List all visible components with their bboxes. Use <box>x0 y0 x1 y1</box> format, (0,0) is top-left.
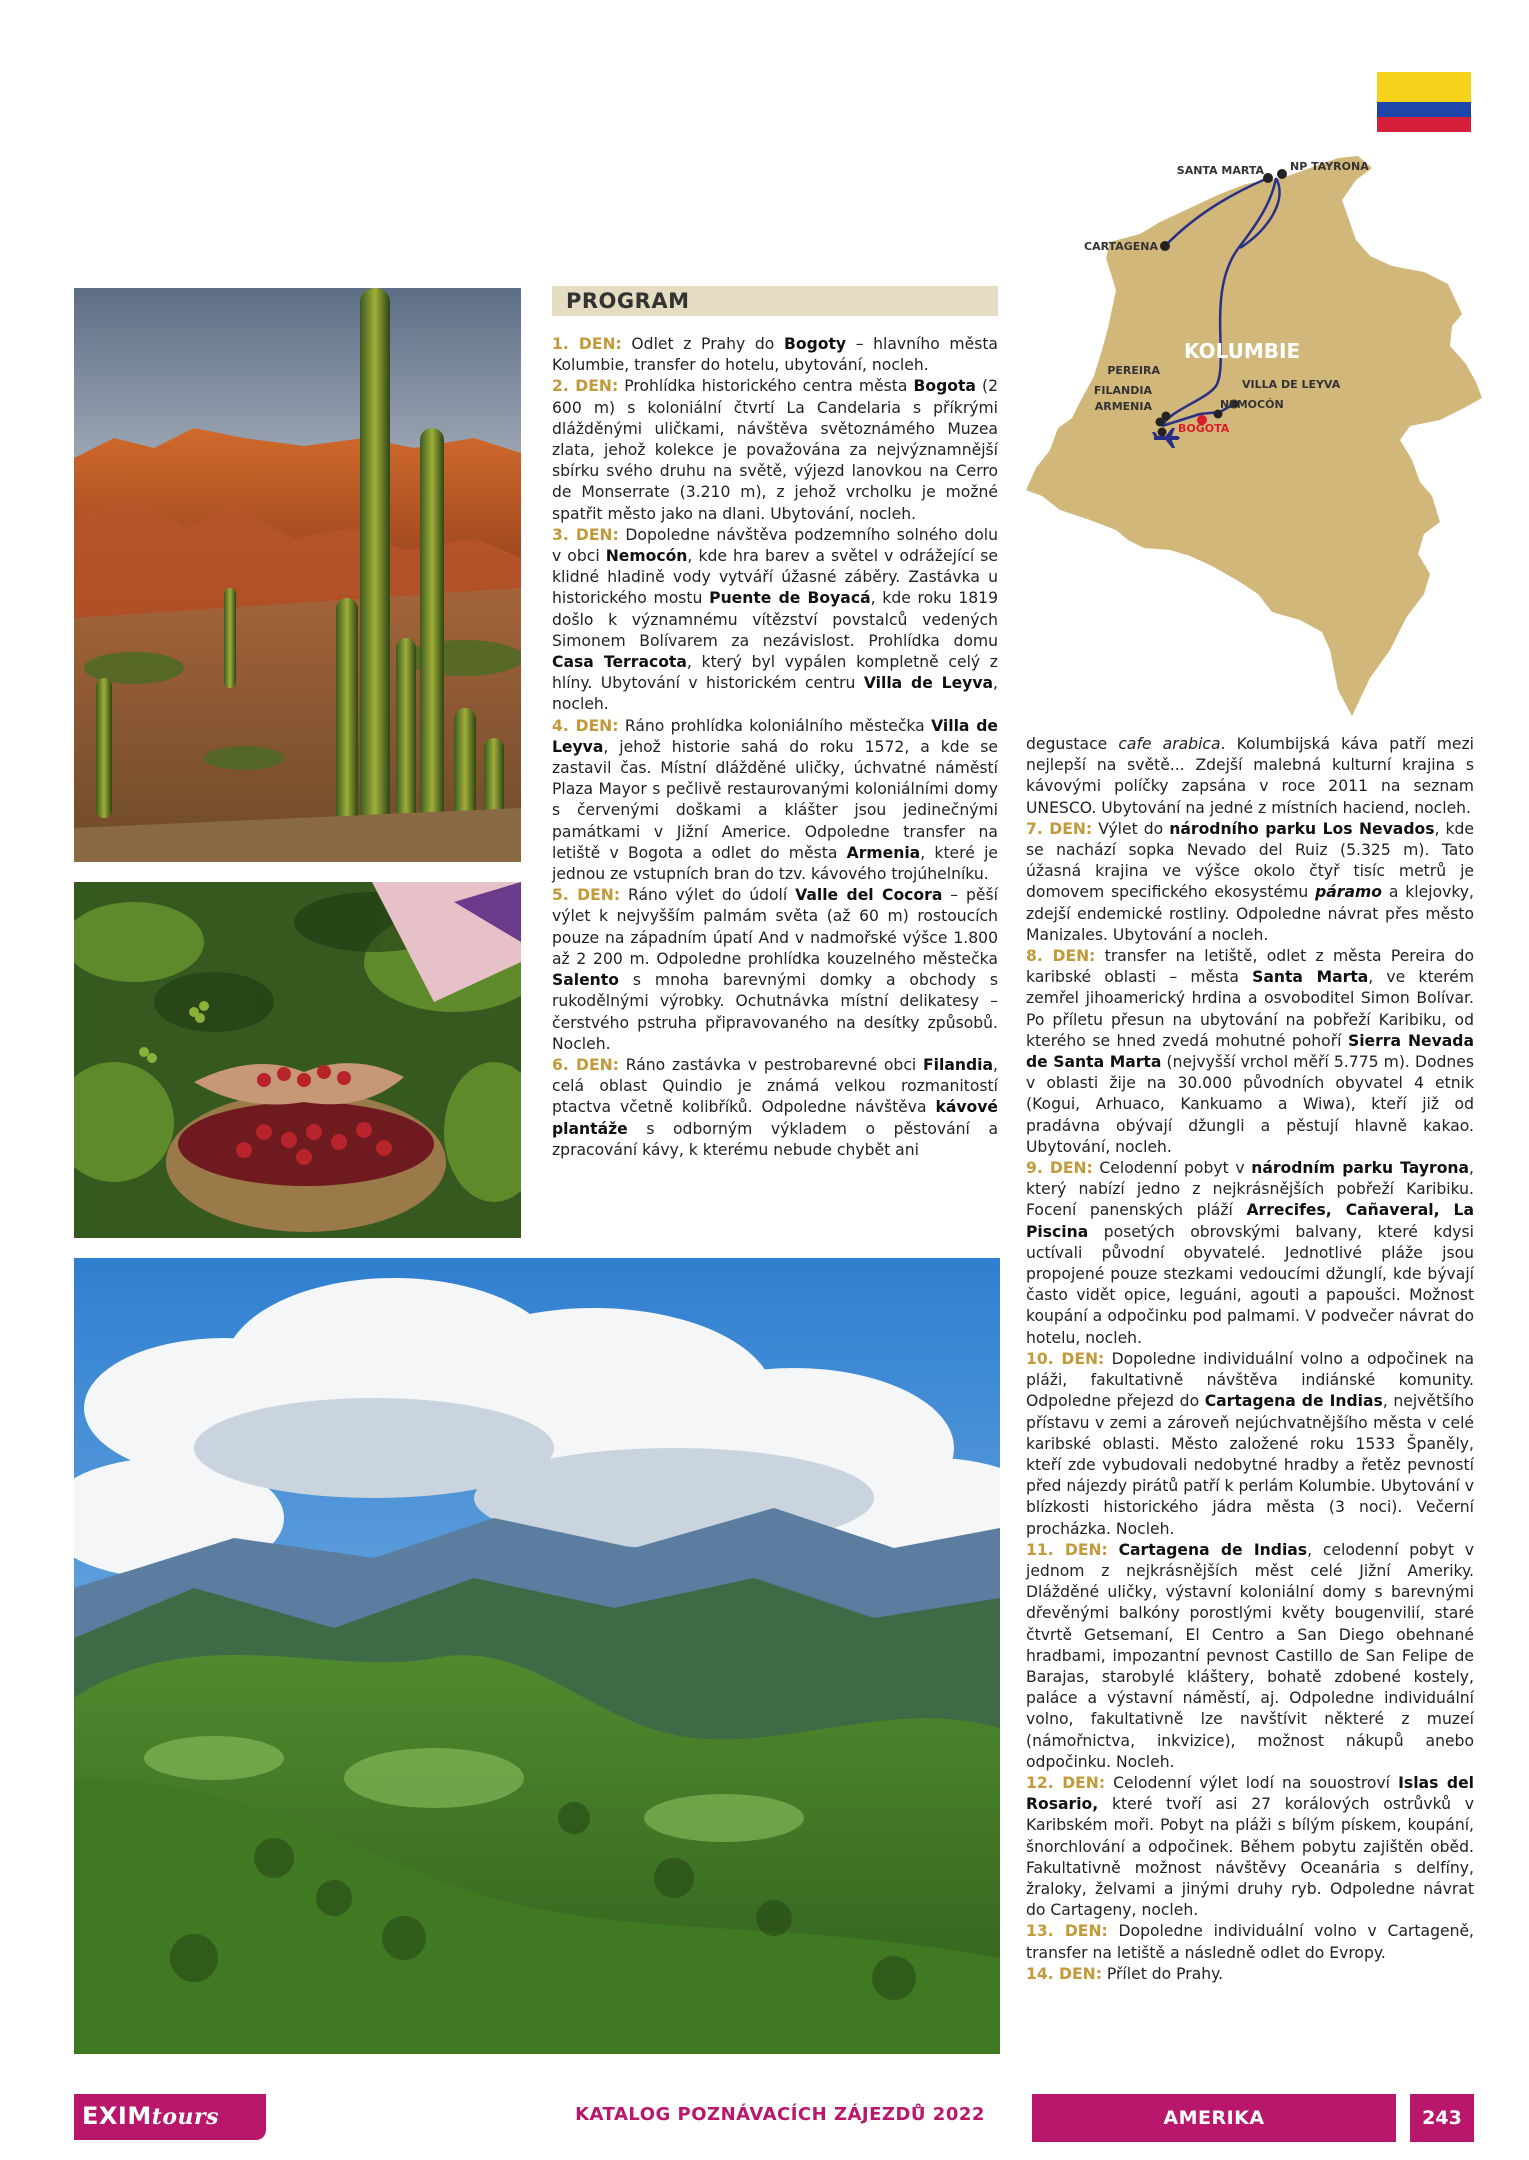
day-label: 2. DEN: <box>552 377 619 396</box>
photo-coffee-harvest <box>74 882 521 1238</box>
day-label: 9. DEN: <box>1026 1159 1093 1178</box>
program-day <box>1026 1773 1474 1921</box>
day-label: 7. DEN: <box>1026 819 1093 838</box>
day-text: Ráno výlet do údolí Valle del Cocora – pěší výlet k nejvyšším palmám světa (až 60 m) rostoucích pouze na západním úpatí And v nadmořské výšce 1.800 až 2 200 m. Odpoledne prohlídka kouzelného městečka Salento s mnoha barevnými domky a obchody s rukodělnými výrobky. Ochutnávka místní delikatesy – čerstvého pstruha připravovaného na desítky způsobů. Nocleh. <box>552 886 998 1053</box>
program-heading: PROGRAM <box>552 286 998 316</box>
dot-cartagena <box>1160 241 1170 251</box>
day-text: Výlet do národního parku Los Nevados, kde se nachází sopka Nevado del Ruiz (5.325 m). Tato úžasná krajina ve výšce okolo čtyř tisíc metrů je domovem specifického ekosystému páramo a klejovky, zdejší endemické rostliny. Odpoledne návrat přes město Manizales. Ubytování a nocleh. <box>1026 819 1475 944</box>
program-day <box>1026 819 1474 946</box>
label-armenia: ARMENIA <box>1094 400 1152 413</box>
program-column-1 <box>552 334 998 1161</box>
label-country: KOLUMBIE <box>1184 339 1301 363</box>
program-day <box>552 334 998 376</box>
day-label: 12. DEN: <box>1026 1773 1106 1792</box>
label-pereira: PEREIRA <box>1107 364 1160 377</box>
program-day <box>552 376 998 524</box>
day-text: Dopoledne návštěva podzemního solného dolu v obci Nemocón, kde hra barev a světel v odrážející se klidné hladině vody vytváří úžasné záběry. Zastávka u historického mostu Puente de Boyacá, kde roku 1819 došlo k významnému vítězství povstalců vedených Simonem Bolívarem za nezávislost. Prohlídka domu Casa Terracota, který byl vypálen kompletně celý z hlíny. Ubytování v historickém centru Villa de Leyva, nocleh. <box>552 525 999 714</box>
day-label: 10. DEN: <box>1026 1349 1105 1368</box>
day-label: 14. DEN: <box>1026 1964 1102 1983</box>
label-tayrona: NP TAYRONA <box>1290 160 1369 173</box>
day-label: 3. DEN: <box>552 525 619 544</box>
label-villa: VILLA DE LEYVA <box>1242 378 1341 391</box>
logo-sub: tours <box>151 2104 220 2130</box>
label-santa-marta: SANTA MARTA <box>1176 164 1264 177</box>
program-day <box>552 525 998 716</box>
program-day <box>1026 1921 1474 1963</box>
day-text: Celodenní výlet lodí na souostroví Islas del Rosario, které tvoří asi 27 korálových ostrůvků v Karibském moři. Pobyt na pláži s bílým pískem, koupání, šnorchlování a odpočinek. Během pobytu zajištěn oběd. Fakultativně možnost návštěvy Oceanária s delfíny, žraloky, želvami a jinými druhy ryb. Odpoledne návrat do Cartageny, nocleh. <box>1026 1773 1475 1920</box>
program-column-2 <box>1026 734 1474 1985</box>
day-label: 5. DEN: <box>552 886 621 905</box>
day-text: Přílet do Prahy. <box>1101 1964 1224 1983</box>
eximtours-logo[interactable] <box>74 2094 266 2140</box>
program-day <box>1026 734 1474 819</box>
program-day <box>1026 1540 1474 1773</box>
program-day <box>552 885 998 1055</box>
region-label: AMERIKA <box>1032 2094 1396 2142</box>
label-bogota: BOGOTA <box>1178 422 1230 435</box>
colombia-flag <box>1377 72 1471 132</box>
photo-andean-landscape <box>74 1258 1000 2054</box>
day-text: Cartagena de Indias, celodenní pobyt v jednom z nejkrásnějších měst celé Jižní Ameriky. Dlážděné uličky, výstavní koloniální domy s barevnými dřevěnými balkóny porostlými květy bougenvilií, staré čtvrtě Getsemaní, El Centro a San Diego obehnané hradbami, impozantní pevnost Castillo de San Felipe de Barajas, starobylé kláštery, bohatě zdobené kostely, paláce a výstavní náměstí, aj. Odpoledne individuální volno, fakultativně lze navštívit některé z muzeí (námořnictva, inkvizice), možnost nákupů anebo odpočinku. Nocleh. <box>1026 1540 1474 1771</box>
page-number: 243 <box>1410 2094 1474 2142</box>
colombia-map <box>1020 150 1490 730</box>
program-day <box>1026 1964 1474 1985</box>
day-text: degustace cafe arabica. Kolumbijská káva patří mezi nejlepší na světě... Zdejší malebná kulturní krajina s kávovými políčky zapsána v roce 2011 na seznam UNESCO. Ubytování na jedné z místních haciend, nocleh. <box>1026 735 1474 817</box>
day-text: Prohlídka historického centra města Bogota (2 600 m) s koloniální čtvrtí La Candelaria s příkrými dlážděnými uličkami, návštěva světoznámého Muzea zlata, jehož kolekce je považována za nejvýznamnější sbírku svého druhu na světě, výjezd lanovkou na Cerro de Monserrate (3.210 m), z jehož vrcholku je možné spatřit město jako na dlani. Ubytování, nocleh. <box>552 377 998 523</box>
dot-armenia <box>1158 428 1167 437</box>
day-label: 4. DEN: <box>552 716 619 735</box>
photo-desert-cactus <box>74 288 521 862</box>
day-label: 6. DEN: <box>552 1055 619 1074</box>
day-label: 1. DEN: <box>552 335 622 353</box>
catalog-title: KATALOG POZNÁVACÍCH ZÁJEZDŮ 2022 <box>575 2104 985 2125</box>
label-nemocon: NEMOCÓN <box>1220 398 1284 411</box>
label-filandia: FILANDIA <box>1093 384 1152 397</box>
day-text: Dopoledne individuální volno a odpočinek na pláži, fakultativně návštěva indiánské komunity. Odpoledne přejezd do Cartagena de Indias, největšího přístavu v zemi a zároveň nejúchvatnějšího města v celé karibské oblasti. Město založené roku 1533 Španěly, kteří zde vybudovali nedobytné hradby a řetěz pevností před nájezdy pirátů patří k perlám Kolumbie. Ubytování v blízkosti historického jádra města (3 noci). Večerní procházka. Nocleh. <box>1026 1349 1475 1538</box>
dot-filandia <box>1156 418 1165 427</box>
program-day <box>1026 946 1474 1158</box>
program-day <box>552 716 998 886</box>
dot-tayrona <box>1277 169 1287 179</box>
program-day <box>552 1055 998 1161</box>
day-text: Celodenní pobyt v národním parku Tayrona, který nabízí jedno z nejkrásnějších pobřeží Karibiku. Focení panenských pláží Arrecifes, Cañaveral, La Piscina posetých obrovskými balvany, které kdysi uctívali původní obyvatelé. Jednotlivé pláže jsou propojené pouze stezkami vedoucími džunglí, kde bývají často vidět opice, leguáni, agouti a papoušci. Možnost koupání a odpočinku pod palmami. V podvečer návrat do hotelu, nocleh. <box>1026 1159 1475 1347</box>
label-cartagena: CARTAGENA <box>1084 240 1158 253</box>
day-text: transfer na letiště, odlet z města Pereira do karibské oblasti – města Santa Marta, ve kterém zemřel jihoamerický hrdina a osvoboditel Simon Bolívar. Po příletu přesun na ubytování na pobřeží Karibiku, od kterého se hned zvedá mohutné pohoří Sierra Nevada de Santa Marta (nejvyšší vrchol měří 5.775 m). Dodnes v oblasti žije na 30.000 původních obyvatel 4 etnik (Kogui, Arhuaco, Kankuamo a Wiwa), kteří již od pradávna obývají džungli a pěstují hlavně kakao. Ubytování, nocleh. <box>1026 947 1475 1156</box>
day-label: 13. DEN: <box>1026 1922 1108 1941</box>
program-day <box>1026 1158 1474 1349</box>
day-text: Ráno zastávka v pestrobarevné obci Filandia, celá oblast Quindio je známá velkou rozmanitostí ptactva včetně kolibříků. Odpoledne návštěva kávové plantáže s odborným výkladem o pěstování a zpracování kávy, k kterému nebude chybět ani <box>552 1055 998 1159</box>
day-text: Ráno prohlídka koloniálního městečka Villa de Leyva, jehož historie sahá do roku 1572, a kde se zastavil čas. Místní dlážděné uličky, úchvatné náměstí Plaza Mayor s pečlivě restaurovanými koloniálními domy s červenými doškami a klášter jsou jedinečnými památkami v Jižní Americe. Odpoledne transfer na letiště v Bogota a odlet do města Armenia, které je jednou ze vstupních bran do tzv. kávového trojúhelníku. <box>552 716 999 884</box>
day-text: Dopoledne individuální volno v Cartageně, transfer na letiště a následně odlet do Evropy. <box>1026 1922 1475 1962</box>
day-label: 11. DEN: <box>1026 1540 1108 1559</box>
dot-santa-marta <box>1263 173 1273 183</box>
day-label: 8. DEN: <box>1026 947 1096 966</box>
logo-main: EXIM <box>82 2102 152 2130</box>
program-day <box>1026 1349 1474 1540</box>
day-text: Odlet z Prahy do Bogoty – hlavního města Kolumbie, transfer do hotelu, ubytování, nocleh. <box>552 335 998 375</box>
